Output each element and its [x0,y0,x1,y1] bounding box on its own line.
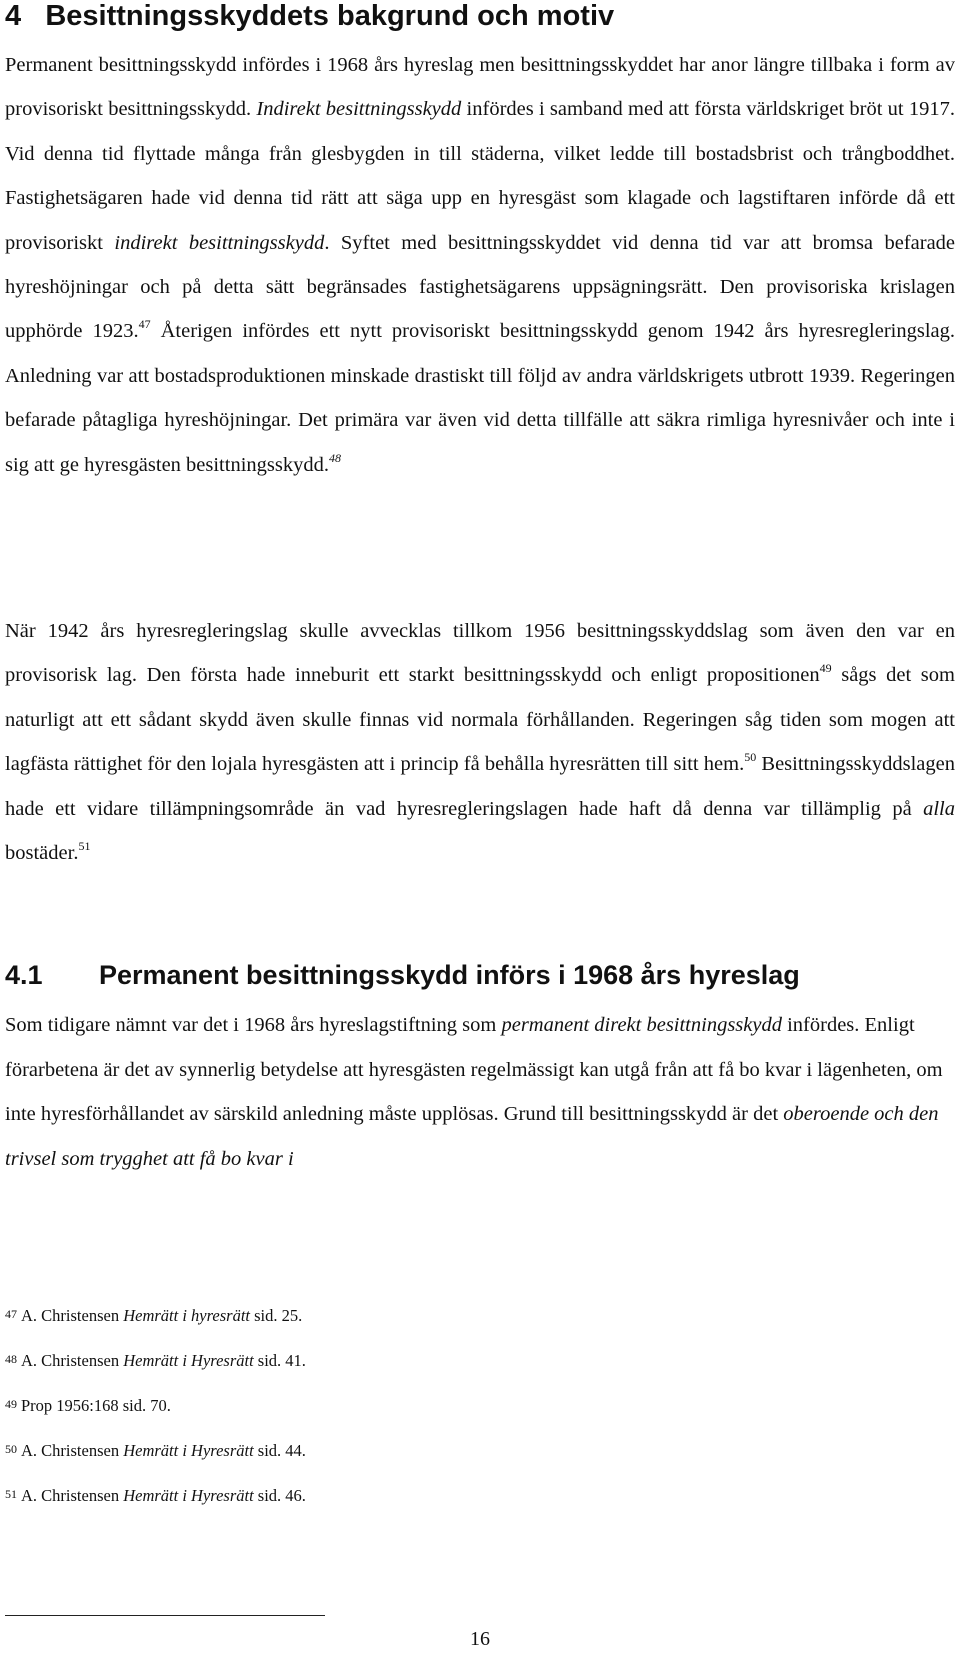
italic-term: permanent direkt besittningsskydd [501,1014,782,1036]
footnote-text: Prop 1956:168 sid. 70. [21,1396,171,1415]
footnote-number: 50 [5,1442,17,1456]
section-title: Permanent besittningsskydd införs i 1968 års hyreslag [99,960,800,990]
italic-term: Indirekt besittningsskydd [256,98,462,121]
italic-term: oberoende och den trivsel som trygghet att få bo kvar i [5,1103,939,1170]
footnote-number: 49 [5,1397,17,1411]
footnote-text: sid. 44. [253,1441,306,1460]
footnote-text: A. Christensen [21,1486,124,1505]
footnote-title: Hemrätt i Hyresrätt [123,1486,254,1505]
text-run: När 1942 års hyresregleringslag skulle avvecklas tillkom 1956 besittningsskyddslag som även den var en provisorisk lag. Den första hade inneburit ett starkt besittningsskydd och enligt propositionen [5,620,955,687]
footnote-ref-49[interactable]: 49 [819,661,832,676]
footnote-text: sid. 46. [253,1486,306,1505]
text-run: sågs det som naturligt att ett sådant skydd även skulle finnas vid normala förhållanden. Regeringen såg tiden som mogen att lagfästa rättighet för den lojala hyresgästen att i princip få behålla hyresrätten till sitt hem. [5,664,955,776]
italic-term: alla [923,797,955,820]
footnote-number: 48 [5,1352,17,1366]
footnote-text: sid. 25. [250,1306,303,1325]
text-run: infördes i samband med att första världskriget bröt ut 1917. Vid denna tid flyttade många från glesbygden in till städerna, vilket ledde till bostadsbrist och trångboddhet. Fastighetsägaren hade vid denna tid rätt att säga upp en hyresgäst som klagade och lagstiftaren införde då ett provisoriskt [5,98,955,254]
italic-term: indirekt besittningsskydd [114,231,325,254]
footnote-separator [5,1615,325,1616]
footnote-text: A. Christensen [21,1351,124,1370]
footnote-ref-48[interactable]: 48 [328,450,341,465]
footnote-title: Hemrätt i hyresrätt [123,1306,250,1325]
page-number: 16 [470,1628,490,1650]
text-run: infördes. Enligt förarbetena är det av synnerlig betydelse att hyresgästen regelmässigt kan utgå från att få bo kvar i lägenheten, om inte hyresförhållandet av särskild anledning måste upplösas. Grund till besittningsskydd är det [5,1014,943,1126]
footnote-ref-51[interactable]: 51 [78,839,91,854]
footnote-51 [5,1484,306,1506]
chapter-title: Besittningsskyddets bakgrund och motiv [45,0,615,32]
footnote-text: sid. 41. [253,1351,306,1370]
text-run: bostäder. [5,842,79,865]
section-heading [5,953,800,997]
paragraph-1968-law [5,1003,955,1181]
section-number: 4.1 [5,960,43,990]
footnote-title: Hemrätt i Hyresrätt [123,1351,254,1370]
footnote-text: A. Christensen [21,1306,124,1325]
footnote-50 [5,1439,306,1461]
footnote-ref-50[interactable]: 50 [744,750,757,765]
chapter-number: 4 [5,0,22,32]
text-run: Permanent besittningsskydd infördes i 1968 års hyreslag men besittningsskyddet har anor längre tillbaka i form av provisoriskt besittningsskydd. [5,54,955,121]
text-run: Som tidigare nämnt var det i 1968 års hyreslagstiftning som [5,1014,502,1036]
footnote-48 [5,1349,306,1371]
text-run: . Syftet med besittningsskyddet vid denna tid var att bromsa befarade hyreshöjningar och på detta sätt begränsades fastighetsägarens uppsägningsrätt. Den provisoriska krislagen upphörde 1923. [5,231,956,343]
text-run: Besittningsskyddslagen hade ett vidare tillämpningsområde än vad hyresregleringslagen hade haft då denna var tillämplig på [5,753,956,820]
footnote-number: 47 [5,1307,17,1321]
footnote-47 [5,1304,302,1326]
footnote-title: Hemrätt i Hyresrätt [123,1441,254,1460]
chapter-heading [5,0,614,38]
footnote-number: 51 [5,1487,17,1501]
footnote-text: A. Christensen [21,1441,124,1460]
footnote-49 [5,1394,171,1416]
paragraph-1956-law [5,609,955,875]
text-run: Återigen infördes ett nytt provisoriskt besittningsskydd genom 1942 års hyresregleringslag. Anledning var att bostadsproduktionen minskade drastiskt till följd av andra världskrigets utbrott 1939. Regeringen befarade påtagliga hyreshöjningar. Det primära var även vid detta tillfälle att säkra rimliga hyresnivåer och inte i sig att ge hyresgästen besittningsskydd. [5,320,955,476]
paragraph-background [5,43,955,487]
footnote-ref-47[interactable]: 47 [138,317,151,332]
